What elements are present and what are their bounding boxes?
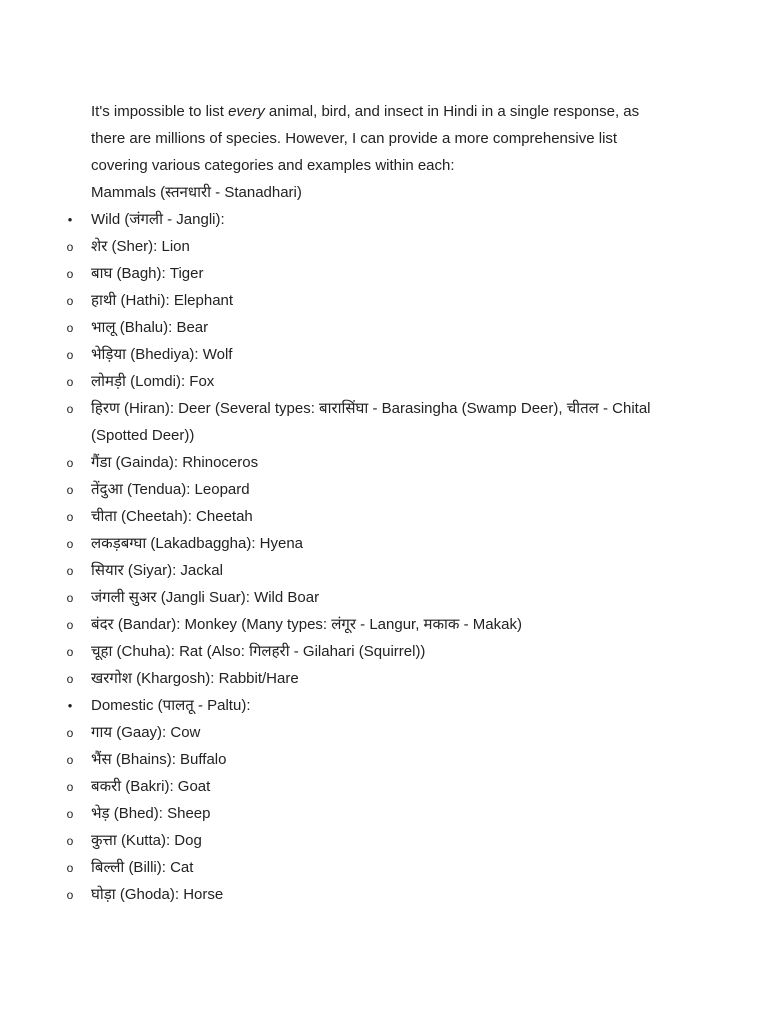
list-item-text: गाय (Gaay): Cow [91,724,201,741]
list-item [0,395,671,449]
bullet-disc-icon: • [67,212,73,227]
list-item-text: बंदर (Bandar): Monkey (Many types: लंगूर - Langur, मकाक - Makak) [91,616,522,633]
bullet-circle-icon: o [66,780,74,794]
list-category-item [0,206,671,233]
list-item-text: भेड़िया (Bhediya): Wolf [91,346,233,363]
list-item [0,746,671,773]
bullet-circle-icon: o [66,348,74,362]
bullet-circle-icon: o [66,591,74,605]
list-item-text: Wild (जंगली - Jangli): [91,211,225,228]
list-item [0,611,671,638]
bullet-circle-icon: o [66,267,74,281]
intro-emphasis: every [228,103,265,120]
list-item-text: बाघ (Bagh): Tiger [91,265,204,282]
list-item-text: बिल्ली (Billi): Cat [91,859,194,876]
list-item [0,449,671,476]
bullet-circle-icon: o [66,564,74,578]
list-item [0,233,671,260]
list-item-text: खरगोश (Khargosh): Rabbit/Hare [91,670,299,687]
section-heading-mammals: Mammals (स्तनधारी - Stanadhari) [91,184,302,201]
list-item [0,476,671,503]
list-item-text: चीता (Cheetah): Cheetah [91,508,253,525]
bullet-circle-icon: o [66,483,74,497]
bullet-circle-icon: o [66,294,74,308]
list-item-text: भैंस (Bhains): Buffalo [91,751,227,768]
bullet-circle-icon: o [66,510,74,524]
list-item [0,260,671,287]
bullet-circle-icon: o [66,726,74,740]
bullet-circle-icon: o [66,456,74,470]
list-item-text: लकड़बग्घा (Lakadbaggha): Hyena [91,535,304,552]
bullet-circle-icon: o [66,753,74,767]
list-category-item [0,692,671,719]
list-item-text: भालू (Bhalu): Bear [91,319,209,336]
list-item-text: बकरी (Bakri): Goat [91,778,211,795]
list-item [0,854,671,881]
document-page [0,98,768,908]
intro-text-end: animal, bird, and insect in Hindi in a single response, as there are millions of species. However, I can provide a more comprehensive list covering various categories and examples within each: [91,103,640,174]
list-item-text: भेड़ (Bhed): Sheep [91,805,211,822]
list-item-text: हिरण (Hiran): Deer (Several types: बारासिंघा - Barasingha (Swamp Deer), चीतल - Chital (Spotted Deer)) [91,400,651,444]
list-item [0,314,671,341]
list-item [0,557,671,584]
list-item-text: लोमड़ी (Lomdi): Fox [91,373,215,390]
list-item-text: कुत्ता (Kutta): Dog [91,832,202,849]
list-item [0,503,671,530]
list-item [0,881,671,908]
list-item [0,368,671,395]
list-item [0,638,671,665]
bullet-circle-icon: o [66,645,74,659]
list-item-text: चूहा (Chuha): Rat (Also: गिलहरी - Gilahari (Squirrel)) [91,643,426,660]
list-item-text: तेंदुआ (Tendua): Leopard [91,481,250,498]
intro-text-start: It's impossible to list [91,103,229,120]
bullet-circle-icon: o [66,672,74,686]
list-item [0,665,671,692]
bullet-circle-icon: o [66,618,74,632]
list-item [0,719,671,746]
list-item-text: Domestic (पालतू - Paltu): [91,697,251,714]
list-item [0,800,671,827]
bullet-circle-icon: o [66,888,74,902]
list-item [0,584,671,611]
list-item [0,773,671,800]
bullet-circle-icon: o [66,834,74,848]
bullet-circle-icon: o [66,861,74,875]
list-item-text: हाथी (Hathi): Elephant [91,292,234,309]
list-item-text: गैंडा (Gainda): Rhinoceros [91,454,259,471]
list-item [0,341,671,368]
bullet-circle-icon: o [66,240,74,254]
bullet-circle-icon: o [66,375,74,389]
list-item [0,287,671,314]
list-item-text: जंगली सुअर (Jangli Suar): Wild Boar [91,589,320,606]
bullet-disc-icon: • [67,698,73,713]
bullet-circle-icon: o [66,321,74,335]
list-item [0,827,671,854]
list-item-text: शेर (Sher): Lion [91,238,190,255]
intro-paragraph [91,98,651,179]
bullet-circle-icon: o [66,402,74,416]
list-item-text: घोड़ा (Ghoda): Horse [91,886,224,903]
animal-list [0,206,768,908]
bullet-circle-icon: o [66,537,74,551]
bullet-circle-icon: o [66,807,74,821]
list-item-text: सियार (Siyar): Jackal [91,562,223,579]
list-item [0,530,671,557]
